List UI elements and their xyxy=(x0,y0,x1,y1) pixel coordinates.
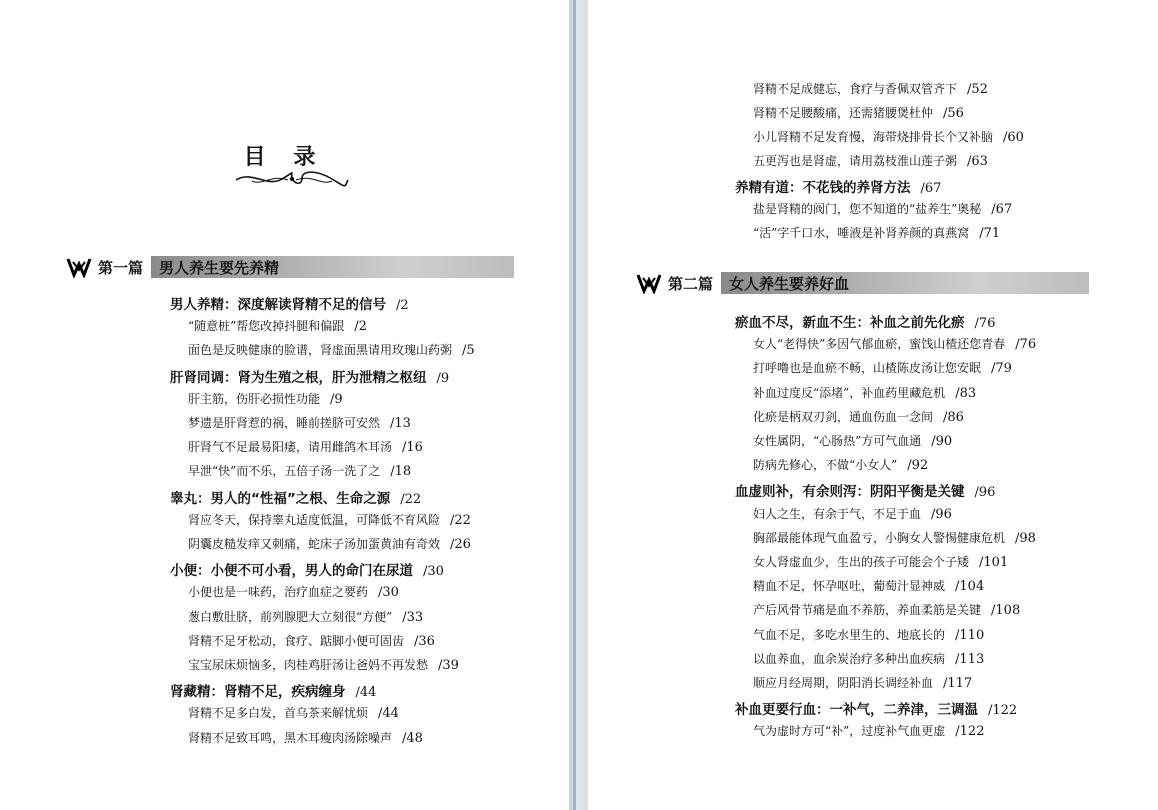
entry-page-number: /60 xyxy=(1003,130,1024,145)
toc-item-entry xyxy=(753,104,964,121)
part-title: 男人养生要先养精 xyxy=(159,258,280,277)
toc-chapter-entry xyxy=(170,487,421,507)
entry-page-number: /101 xyxy=(979,555,1009,570)
entry-page-number: /96 xyxy=(931,506,952,522)
toc-item-entry xyxy=(753,432,952,449)
entry-page-number: /39 xyxy=(438,658,459,673)
left-page xyxy=(0,0,569,810)
entry-page-number: /30 xyxy=(378,585,399,601)
entry-title: 早泄“快”而不乐，五倍子汤一洗了之 xyxy=(188,464,381,479)
page-gutter xyxy=(569,0,588,810)
entry-page-number: /83 xyxy=(955,385,977,401)
entry-title: 宝宝尿床烦恼多，肉桂鸡肝汤让爸妈不再发愁 xyxy=(188,658,429,672)
entry-page-number: /36 xyxy=(414,633,435,649)
entry-title: 精血不足，怀孕呕吐，葡萄汁显神威 xyxy=(753,579,946,594)
entry-title: 肾精不足致耳鸣，黑木耳瘦肉汤除噪声 xyxy=(188,730,393,745)
entry-page-number: /79 xyxy=(991,361,1012,377)
toc-chapter-entry xyxy=(735,698,1017,718)
part-logo-icon xyxy=(66,256,92,278)
toc-item-entry xyxy=(188,511,471,528)
toc-item-entry xyxy=(188,341,475,358)
entry-title: “活”字千口水，唾液是补肾养颜的真燕窝 xyxy=(753,226,970,240)
toc-item-entry xyxy=(188,462,411,479)
toc-item-entry xyxy=(188,632,435,649)
entry-page-number: /22 xyxy=(400,491,422,507)
entry-title: 面色是反映健康的脸谱，肾虚面黑请用玫瑰山药粥 xyxy=(188,343,453,358)
entry-title: 化瘀是柄双刃剑，通血伤血一念间 xyxy=(753,409,934,424)
toc-item-entry xyxy=(188,317,367,334)
entry-page-number: /76 xyxy=(1015,337,1037,353)
toc-item-entry xyxy=(753,359,1012,376)
toc-item-entry xyxy=(753,505,952,522)
entry-page-number: /108 xyxy=(991,603,1021,619)
right-page xyxy=(588,0,1158,810)
entry-title: 睾丸：男人的“性福”之根、生命之源 xyxy=(170,490,391,507)
entry-page-number: /44 xyxy=(378,706,399,722)
flourish-ornament xyxy=(232,168,352,190)
part-heading xyxy=(636,271,1089,295)
entry-title: 小便也是一味药，治疗血症之要药 xyxy=(188,585,369,600)
entry-page-number: /9 xyxy=(436,370,450,386)
entry-page-number: /122 xyxy=(955,724,985,740)
part-title-bar xyxy=(151,256,514,278)
entry-page-number: /110 xyxy=(955,627,985,643)
entry-page-number: /56 xyxy=(943,106,964,121)
entry-title: 以血养血，血余炭治疗多种出血疾病 xyxy=(753,651,946,666)
toc-item-entry xyxy=(188,656,459,673)
entry-page-number: /44 xyxy=(355,685,377,701)
entry-page-number: /71 xyxy=(979,226,1001,241)
part-heading xyxy=(66,255,514,279)
part-title: 女人养生要养好血 xyxy=(729,274,850,293)
toc-item-entry xyxy=(753,80,988,97)
toc-chapter-entry xyxy=(735,480,995,500)
toc-item-entry xyxy=(753,626,984,643)
entry-page-number: /67 xyxy=(991,202,1013,217)
part-title-bar xyxy=(721,272,1089,294)
entry-title: 小便：小便不可小看，男人的命门在尿道 xyxy=(170,563,413,580)
toc-chapter-entry xyxy=(170,559,444,579)
entry-page-number: /18 xyxy=(390,464,412,480)
entry-page-number: /2 xyxy=(354,319,367,335)
entry-title: 阴囊皮糙发痒又刺痛，蛇床子汤加蛋黄油有奇效 xyxy=(188,537,441,551)
toc-item-entry xyxy=(188,438,423,455)
toc-item-entry xyxy=(753,224,1000,241)
toc-item-entry xyxy=(188,390,343,407)
entry-title: 瘀血不尽，新血不生：补血之前先化瘀 xyxy=(735,315,965,331)
entry-title: 盐是肾精的阀门，您不知道的“盐养生”奥秘 xyxy=(753,202,982,216)
entry-title: 肾精不足腰酸痛，还需猪腰煲杜仲 xyxy=(753,106,934,120)
entry-title: 男人养精：深度解读肾精不足的信号 xyxy=(170,297,386,313)
entry-page-number: /9 xyxy=(330,391,343,407)
toc-item-entry xyxy=(188,535,471,552)
toc-item-entry xyxy=(753,722,984,739)
toc-item-entry xyxy=(753,200,1012,217)
entry-title: 气血不足，多吃水里生的、地底长的 xyxy=(753,627,946,642)
entry-page-number: /33 xyxy=(402,609,424,625)
toc-item-entry xyxy=(753,456,928,473)
part-number: 第一篇 xyxy=(98,258,144,277)
entry-title: 肾藏精：肾精不足，疾病缠身 xyxy=(170,684,346,701)
entry-page-number: /48 xyxy=(402,730,423,746)
toc-item-entry xyxy=(753,152,988,169)
entry-page-number: /86 xyxy=(943,409,964,425)
toc-item-entry xyxy=(753,128,1024,145)
toc-item-entry xyxy=(188,583,399,600)
part-number: 第二篇 xyxy=(668,274,714,293)
entry-title: 肝肾同调：肾为生殖之根，肝为泄精之枢纽 xyxy=(170,369,427,386)
toc-item-entry xyxy=(753,384,976,401)
entry-title: 女人肾虚血少，生出的孩子可能会个子矮 xyxy=(753,555,970,569)
entry-title: 小儿肾精不足发育慢，海带烧排骨长个又补脑 xyxy=(753,130,994,144)
entry-page-number: /22 xyxy=(450,512,471,528)
toc-item-entry xyxy=(753,601,1020,618)
entry-title: 妇人之生，有余于气，不足于血 xyxy=(753,506,922,521)
entry-title: 五更泻也是肾虚，请用荔枝淮山莲子粥 xyxy=(753,154,958,168)
entry-title: 梦遗是肝肾惹的祸，睡前搓脐可安然 xyxy=(188,416,381,430)
entry-page-number: /5 xyxy=(462,343,475,359)
entry-title: 肝肾气不足最易阳痿，请用雌鸽木耳汤 xyxy=(188,440,393,455)
entry-title: 肾精不足成健忘，食疗与香佩双管齐下 xyxy=(753,82,958,96)
toc-item-entry xyxy=(753,674,972,691)
entry-title: 女性属阴，“心肠热”方可气血通 xyxy=(753,434,922,448)
entry-title: 补血更要行血：一补气，二养津，三调温 xyxy=(735,702,978,719)
entry-page-number: /13 xyxy=(390,416,411,431)
toc-item-entry xyxy=(188,414,411,431)
entry-title: 胸部最能体现气血盈亏，小胸女人警惕健康危机 xyxy=(753,530,1006,545)
entry-title: 养精有道：不花钱的养肾方法 xyxy=(735,180,911,196)
toc-item-entry xyxy=(753,408,964,425)
entry-title: 产后风骨节痛是血不养筋，养血柔筋是关键 xyxy=(753,603,982,618)
entry-page-number: /2 xyxy=(396,298,409,313)
entry-page-number: /113 xyxy=(955,651,985,667)
entry-page-number: /67 xyxy=(920,181,942,196)
entry-page-number: /117 xyxy=(943,676,973,691)
entry-title: 女人“老得快”多因气郁血瘀，蜜饯山楂还您青春 xyxy=(753,337,1006,352)
toc-item-entry xyxy=(753,553,1008,570)
entry-title: 顺应月经周期，阴阳消长调经补血 xyxy=(753,676,934,690)
entry-title: 补血过度反“添堵”，补血药里藏危机 xyxy=(753,385,946,400)
toc-chapter-entry xyxy=(170,680,376,700)
entry-title: 气为虚时方可“补”，过度补气血更虚 xyxy=(753,724,946,739)
entry-page-number: /90 xyxy=(931,434,953,449)
toc-item-entry xyxy=(188,729,423,746)
gutter-divider xyxy=(573,0,576,810)
toc-chapter-entry xyxy=(735,311,995,331)
toc-chapter-entry xyxy=(735,176,941,196)
entry-page-number: /63 xyxy=(967,154,988,169)
toc-item-entry xyxy=(753,335,1036,352)
toc-title: 目 录 xyxy=(243,144,326,170)
entry-title: 肾应冬天，保持睾丸适度低温，可降低不育风险 xyxy=(188,512,441,527)
entry-page-number: /98 xyxy=(1015,530,1036,546)
toc-item-entry xyxy=(188,704,399,721)
entry-title: 肝主筋，伤肝必损性功能 xyxy=(188,391,321,406)
part-logo-icon xyxy=(636,272,662,294)
entry-page-number: /92 xyxy=(907,458,929,474)
entry-title: 葱白敷肚脐，前列腺肥大立刻很“方便” xyxy=(188,609,393,624)
entry-page-number: /122 xyxy=(988,703,1018,719)
entry-page-number: /30 xyxy=(423,564,444,580)
toc-item-entry xyxy=(753,650,984,667)
toc-item-entry xyxy=(753,577,984,594)
entry-page-number: /104 xyxy=(955,579,985,595)
entry-title: 血虚则补，有余则泻：阴阳平衡是关键 xyxy=(735,484,965,501)
toc-chapter-entry xyxy=(170,293,409,313)
entry-title: “随意桩”帮您改掉抖腿和偏跟 xyxy=(188,319,345,334)
entry-page-number: /76 xyxy=(974,316,996,331)
entry-page-number: /16 xyxy=(402,440,423,456)
toc-item-entry xyxy=(188,608,423,625)
entry-title: 肾精不足牙松动，食疗、踮脚小便可固齿 xyxy=(188,633,405,648)
entry-page-number: /52 xyxy=(967,82,988,97)
toc-item-entry xyxy=(753,529,1036,546)
entry-title: 肾精不足多白发，首乌茶来解忧烦 xyxy=(188,706,369,721)
entry-page-number: /96 xyxy=(974,485,996,501)
entry-title: 防病先修心，不做“小女人” xyxy=(753,458,898,473)
toc-chapter-entry xyxy=(170,366,449,386)
entry-page-number: /26 xyxy=(450,537,471,552)
entry-title: 打呼噜也是血瘀不畅，山楂陈皮汤让您安眠 xyxy=(753,361,982,376)
